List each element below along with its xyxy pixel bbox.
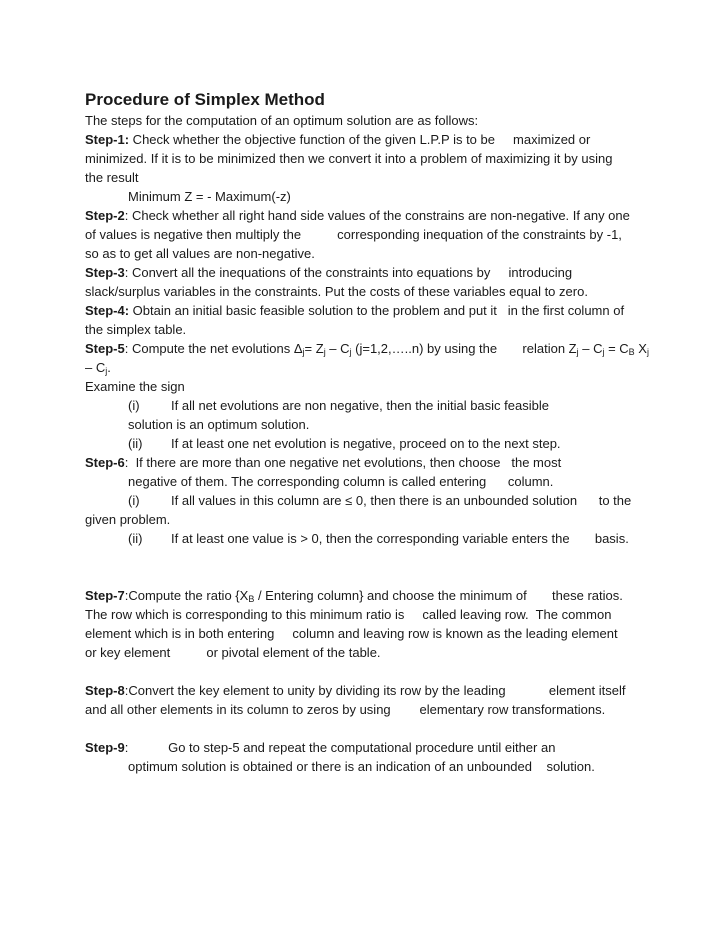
spacer [85, 548, 645, 567]
step8-line-2: and all other elements in its column to zeros by using elementary row transformations. [85, 702, 606, 717]
subscript-j: j [302, 347, 305, 357]
step2-line-2: of values is negative then multiply the corresponding inequation of the constraints by -1, [85, 227, 622, 242]
item-marker-ii: (ii) [128, 531, 143, 546]
item-marker-ii: (ii) [128, 436, 143, 451]
step1-line-1 [85, 130, 645, 149]
step3-text-a: : Convert all the inequations of the constraints into equations by introducing [124, 265, 573, 280]
step6-item-ii [85, 529, 645, 548]
step2-text-a: : Check whether all right hand side values of the constrains are non-negative. If any one [124, 208, 630, 223]
step5-text-g: X [634, 341, 647, 356]
item-marker-i: (i) [128, 398, 140, 413]
step5-item-i-cont: solution is an optimum solution. [128, 417, 310, 432]
step2-line-3: so as to get all values are non-negative. [85, 246, 315, 261]
subscript-j: j [646, 347, 649, 357]
spacer [85, 662, 645, 681]
step1-line-3: the result [85, 170, 139, 185]
step7-line-2: The row which is corresponding to this minimum ratio is called leaving row. The common [85, 607, 612, 622]
step9-label: Step-9 [85, 740, 125, 755]
document-body [85, 111, 649, 776]
step3-line-2: slack/surplus variables in the constraints. Put the costs of these variables equal to zero. [85, 284, 588, 299]
step5-label: Step-5 [85, 341, 125, 356]
step6-label: Step-6 [85, 455, 125, 470]
step5-text-c: – C [325, 341, 350, 356]
subscript-j: j [602, 347, 605, 357]
step7-line-1 [85, 586, 645, 605]
step7-text-a: :Compute the ratio {X [124, 588, 249, 603]
step4-label: Step-4: [85, 303, 130, 318]
subscript-j: j [576, 347, 579, 357]
step7-line-3: element which is in both entering column and leaving row is known as the leading element [85, 626, 618, 641]
step5-text-i: . [107, 360, 111, 375]
step5-text-a: : Compute the net evolutions Δ [124, 341, 303, 356]
spacer [85, 567, 645, 586]
step5-line-1 [85, 339, 649, 358]
subscript-j: j [105, 366, 108, 376]
subscript-j: j [349, 347, 352, 357]
step5-text-b: = Z [304, 341, 324, 356]
spacer [85, 719, 645, 738]
step2-label: Step-2 [85, 208, 125, 223]
step6-item-ii-text: If at least one value is > 0, then the corresponding variable enters the basis. [171, 531, 629, 546]
step6-text-a: : If there are more than one negative net evolutions, then choose the most [124, 455, 562, 470]
step7-text-b: / Entering column} and choose the minimum of these ratios. [254, 588, 623, 603]
step5-text-f: = C [604, 341, 629, 356]
step8-label: Step-8 [85, 683, 125, 698]
step1-formula: Minimum Z = - Maximum(-z) [128, 189, 291, 204]
step6-line-2: negative of them. The corresponding column is called entering column. [128, 474, 554, 489]
step2-line-1 [85, 206, 645, 225]
step7-label: Step-7 [85, 588, 125, 603]
subscript-b: B [248, 594, 255, 604]
step8-text-a: :Convert the key element to unity by dividing its row by the leading element itself [124, 683, 626, 698]
step5-item-i [85, 396, 645, 415]
step5-item-i-text: If all net evolutions are non negative, then the initial basic feasible [171, 398, 549, 413]
subscript-b: B [628, 347, 635, 357]
step4-text-a: Obtain an initial basic feasible solution to the problem and put it in the first column of [129, 303, 625, 318]
step5-line-2 [85, 358, 645, 377]
step6-item-i-text: If all values in this column are ≤ 0, then there is an unbounded solution to the [171, 493, 632, 508]
step4-line-1 [85, 301, 645, 320]
item-marker-i: (i) [128, 493, 140, 508]
step9-line-2: optimum solution is obtained or there is an indication of an unbounded solution. [128, 759, 595, 774]
step5-examine: Examine the sign [85, 379, 185, 394]
subscript-j: j [323, 347, 326, 357]
step6-item-i-cont: given problem. [85, 512, 171, 527]
step1-text-a: Check whether the objective function of the given L.P.P is to be maximized or [129, 132, 591, 147]
step6-line-1 [85, 453, 645, 472]
step1-label: Step-1: [85, 132, 130, 147]
step8-line-1 [85, 681, 645, 700]
step9-line-1 [85, 738, 645, 757]
intro-line: The steps for the computation of an optimum solution are as follows: [85, 113, 479, 128]
step5-text-e: – C [578, 341, 603, 356]
step1-line-2: minimized. If it is to be minimized then we convert it into a problem of maximizing it by using [85, 151, 613, 166]
step9-text-a: : Go to step-5 and repeat the computational procedure until either an [124, 740, 556, 755]
step6-item-i [85, 491, 645, 510]
page-title: Procedure of Simplex Method [85, 90, 325, 109]
step5-text-h: – C [85, 360, 106, 375]
step5-item-ii-text: If at least one net evolution is negative, proceed on to the next step. [171, 436, 561, 451]
step4-line-2: the simplex table. [85, 322, 187, 337]
step5-text-d: (j=1,2,…..n) by using the relation Z [351, 341, 577, 356]
step5-item-ii [85, 434, 645, 453]
step7-line-4: or key element or pivotal element of the table. [85, 645, 381, 660]
step3-line-1 [85, 263, 645, 282]
step3-label: Step-3 [85, 265, 125, 280]
